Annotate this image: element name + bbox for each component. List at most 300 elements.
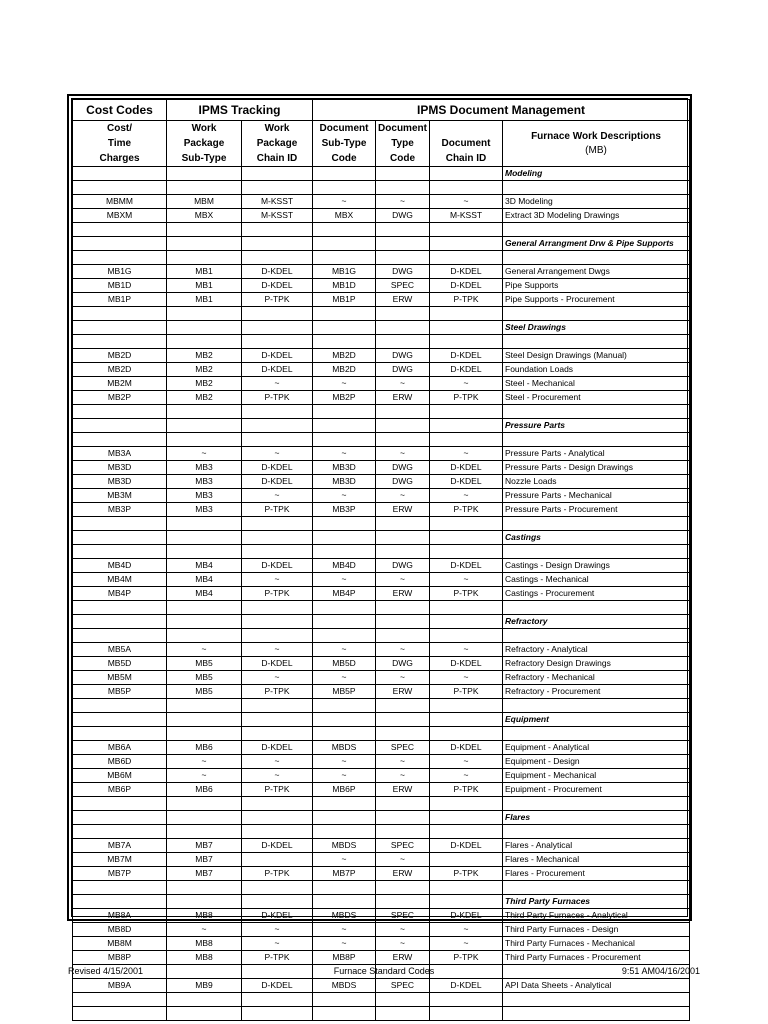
description-cell: Third Party Furnaces - Mechanical — [503, 937, 690, 951]
wp-subtype-cell — [167, 419, 242, 433]
header-doc-type: Code — [376, 151, 430, 167]
footer-title: Furnace Standard Codes — [333, 966, 435, 976]
header-doc-type: Document — [376, 121, 430, 137]
wp-chain-cell — [242, 433, 313, 447]
doc-chain-cell — [430, 321, 503, 335]
wp-chain-cell: ~ — [242, 937, 313, 951]
cost-code-cell: MB7M — [73, 853, 167, 867]
doc-type-cell: ~ — [376, 671, 430, 685]
table-row — [73, 209, 690, 223]
cost-code-cell — [73, 237, 167, 251]
wp-chain-cell: D-KDEL — [242, 349, 313, 363]
doc-chain-cell — [430, 1007, 503, 1021]
description-cell — [503, 727, 690, 741]
description-cell: Nozzle Loads — [503, 475, 690, 489]
wp-chain-cell — [242, 181, 313, 195]
blank-row — [73, 699, 690, 713]
section-title-cell: Modeling — [503, 167, 690, 181]
doc-type-cell — [376, 811, 430, 825]
table-row — [73, 839, 690, 853]
wp-subtype-cell: MB6 — [167, 741, 242, 755]
cost-code-cell: MB1P — [73, 293, 167, 307]
header-cost: Charges — [73, 151, 167, 167]
description-cell: Third Party Furnaces - Design — [503, 923, 690, 937]
cost-code-cell — [73, 615, 167, 629]
doc-subtype-cell: ~ — [313, 377, 376, 391]
cost-code-cell: MB4P — [73, 587, 167, 601]
blank-row — [73, 251, 690, 265]
doc-subtype-cell: MBDS — [313, 909, 376, 923]
section-header-row — [73, 419, 690, 433]
wp-subtype-cell: ~ — [167, 769, 242, 783]
wp-chain-cell: D-KDEL — [242, 461, 313, 475]
section-header-row — [73, 895, 690, 909]
wp-chain-cell: D-KDEL — [242, 979, 313, 993]
description-cell: General Arrangement Dwgs — [503, 265, 690, 279]
wp-subtype-cell: MB1 — [167, 265, 242, 279]
section-title-cell: Castings — [503, 531, 690, 545]
doc-type-cell — [376, 993, 430, 1007]
cost-code-cell: MBXM — [73, 209, 167, 223]
section-title-cell: Refractory — [503, 615, 690, 629]
wp-subtype-cell: MB4 — [167, 587, 242, 601]
wp-chain-cell: P-TPK — [242, 293, 313, 307]
header-cost: Cost/ — [73, 121, 167, 137]
table-row — [73, 685, 690, 699]
wp-subtype-cell — [167, 167, 242, 181]
wp-subtype-cell: MB5 — [167, 685, 242, 699]
doc-type-cell: DWG — [376, 363, 430, 377]
section-header-row — [73, 237, 690, 251]
doc-subtype-cell — [313, 181, 376, 195]
wp-subtype-cell: MB1 — [167, 293, 242, 307]
cost-code-cell — [73, 811, 167, 825]
wp-subtype-cell — [167, 251, 242, 265]
wp-subtype-cell: MB8 — [167, 909, 242, 923]
description-cell: Steel Design Drawings (Manual) — [503, 349, 690, 363]
wp-chain-cell: ~ — [242, 489, 313, 503]
doc-subtype-cell — [313, 601, 376, 615]
description-cell: Third Party Furnaces - Analytical — [503, 909, 690, 923]
cost-code-cell — [73, 433, 167, 447]
doc-type-cell — [376, 419, 430, 433]
wp-subtype-cell — [167, 601, 242, 615]
wp-chain-cell — [242, 727, 313, 741]
doc-chain-cell: D-KDEL — [430, 741, 503, 755]
doc-subtype-cell: MBDS — [313, 839, 376, 853]
cost-code-cell — [73, 895, 167, 909]
blank-row — [73, 307, 690, 321]
doc-subtype-cell — [313, 251, 376, 265]
section-header-row — [73, 713, 690, 727]
doc-subtype-cell: MB5P — [313, 685, 376, 699]
header-doc-chain: Chain ID — [430, 151, 503, 167]
wp-chain-cell: P-TPK — [242, 951, 313, 965]
blank-row — [73, 405, 690, 419]
doc-subtype-cell: MB7P — [313, 867, 376, 881]
cost-code-cell — [73, 797, 167, 811]
section-title-cell: Pressure Parts — [503, 419, 690, 433]
doc-subtype-cell — [313, 237, 376, 251]
doc-subtype-cell: MB2D — [313, 363, 376, 377]
doc-type-cell: SPEC — [376, 741, 430, 755]
wp-subtype-cell — [167, 545, 242, 559]
doc-subtype-cell: MB1P — [313, 293, 376, 307]
header-wp-chain: Work — [242, 121, 313, 137]
wp-subtype-cell — [167, 223, 242, 237]
header-group-row — [73, 100, 690, 121]
cost-code-cell — [73, 223, 167, 237]
doc-type-cell: DWG — [376, 461, 430, 475]
cost-code-cell: MBMM — [73, 195, 167, 209]
cost-code-cell — [73, 167, 167, 181]
table-row — [73, 587, 690, 601]
description-cell — [503, 825, 690, 839]
doc-subtype-cell — [313, 797, 376, 811]
wp-chain-cell — [242, 167, 313, 181]
cost-code-cell: MB2M — [73, 377, 167, 391]
cost-code-cell: MB1D — [73, 279, 167, 293]
doc-type-cell: SPEC — [376, 909, 430, 923]
doc-subtype-cell — [313, 727, 376, 741]
doc-subtype-cell: MB1D — [313, 279, 376, 293]
wp-chain-cell: P-TPK — [242, 783, 313, 797]
doc-subtype-cell: MB8P — [313, 951, 376, 965]
doc-subtype-cell — [313, 419, 376, 433]
cost-code-cell: MB5D — [73, 657, 167, 671]
table-row — [73, 377, 690, 391]
doc-chain-cell — [430, 405, 503, 419]
wp-chain-cell — [242, 405, 313, 419]
wp-subtype-cell: MB6 — [167, 783, 242, 797]
description-cell: 3D Modeling — [503, 195, 690, 209]
doc-chain-cell — [430, 727, 503, 741]
blank-row — [73, 433, 690, 447]
wp-chain-cell — [242, 797, 313, 811]
doc-chain-cell — [430, 223, 503, 237]
header-wp-subtype: Sub-Type — [167, 151, 242, 167]
cost-code-cell: MB6A — [73, 741, 167, 755]
doc-chain-cell: ~ — [430, 447, 503, 461]
doc-subtype-cell — [313, 811, 376, 825]
doc-chain-cell: ~ — [430, 489, 503, 503]
description-cell — [503, 1007, 690, 1021]
doc-type-cell: ~ — [376, 755, 430, 769]
doc-subtype-cell — [313, 405, 376, 419]
description-cell — [503, 601, 690, 615]
doc-subtype-cell: ~ — [313, 937, 376, 951]
cost-code-cell — [73, 713, 167, 727]
wp-subtype-cell: MB7 — [167, 853, 242, 867]
doc-type-cell — [376, 1007, 430, 1021]
table-row — [73, 951, 690, 965]
doc-subtype-cell: MB3D — [313, 461, 376, 475]
description-cell: Third Party Furnaces - Procurement — [503, 951, 690, 965]
doc-subtype-cell: MB5D — [313, 657, 376, 671]
wp-chain-cell: P-TPK — [242, 685, 313, 699]
description-cell: Refractory - Procurement — [503, 685, 690, 699]
cost-code-cell: MB8D — [73, 923, 167, 937]
doc-type-cell: ~ — [376, 643, 430, 657]
cost-code-cell: MB6M — [73, 769, 167, 783]
description-cell: Flares - Procurement — [503, 867, 690, 881]
wp-chain-cell: D-KDEL — [242, 363, 313, 377]
doc-chain-cell — [430, 881, 503, 895]
wp-subtype-cell: MB9 — [167, 979, 242, 993]
cost-code-cell: MB7P — [73, 867, 167, 881]
doc-subtype-cell — [313, 545, 376, 559]
cost-code-cell: MB2D — [73, 363, 167, 377]
doc-type-cell: DWG — [376, 209, 430, 223]
doc-chain-cell — [430, 531, 503, 545]
wp-chain-cell — [242, 825, 313, 839]
doc-subtype-cell: MB3P — [313, 503, 376, 517]
table-row — [73, 489, 690, 503]
doc-type-cell: ~ — [376, 853, 430, 867]
section-header-row — [73, 615, 690, 629]
header-doc-chain: Document — [430, 136, 503, 151]
doc-chain-cell — [430, 895, 503, 909]
section-header-row — [73, 321, 690, 335]
doc-chain-cell — [430, 601, 503, 615]
wp-chain-cell — [242, 237, 313, 251]
doc-subtype-cell — [313, 433, 376, 447]
doc-subtype-cell: ~ — [313, 573, 376, 587]
doc-type-cell: ~ — [376, 447, 430, 461]
doc-type-cell: ~ — [376, 489, 430, 503]
doc-type-cell — [376, 615, 430, 629]
blank-row — [73, 223, 690, 237]
wp-subtype-cell: MBM — [167, 195, 242, 209]
description-cell: Refractory - Mechanical — [503, 671, 690, 685]
doc-type-cell — [376, 237, 430, 251]
table-row — [73, 265, 690, 279]
doc-type-cell — [376, 433, 430, 447]
header-doc-chain — [430, 121, 503, 137]
table-row — [73, 573, 690, 587]
wp-subtype-cell: MB4 — [167, 559, 242, 573]
wp-chain-cell: D-KDEL — [242, 741, 313, 755]
wp-chain-cell: P-TPK — [242, 391, 313, 405]
description-cell — [503, 433, 690, 447]
doc-chain-cell: D-KDEL — [430, 657, 503, 671]
doc-type-cell — [376, 629, 430, 643]
doc-type-cell — [376, 713, 430, 727]
description-cell: Equipment - Analytical — [503, 741, 690, 755]
blank-row — [73, 517, 690, 531]
description-cell: Extract 3D Modeling Drawings — [503, 209, 690, 223]
cost-code-cell — [73, 517, 167, 531]
table-row — [73, 475, 690, 489]
doc-type-cell — [376, 545, 430, 559]
cost-code-cell: MB5P — [73, 685, 167, 699]
table-row — [73, 867, 690, 881]
wp-chain-cell — [242, 713, 313, 727]
description-cell — [503, 993, 690, 1007]
wp-chain-cell — [242, 517, 313, 531]
cost-code-cell — [73, 531, 167, 545]
header-desc-sub: (MB) — [585, 145, 607, 156]
header-doc-type: Type — [376, 136, 430, 151]
cost-code-cell: MB3A — [73, 447, 167, 461]
doc-chain-cell — [430, 433, 503, 447]
cost-code-cell — [73, 699, 167, 713]
wp-chain-cell: P-TPK — [242, 587, 313, 601]
doc-type-cell: ~ — [376, 573, 430, 587]
doc-chain-cell — [430, 517, 503, 531]
doc-chain-cell — [430, 545, 503, 559]
description-cell: Flares - Mechanical — [503, 853, 690, 867]
description-cell — [503, 881, 690, 895]
header-wp-chain: Package — [242, 136, 313, 151]
wp-chain-cell — [242, 307, 313, 321]
wp-subtype-cell: MB3 — [167, 503, 242, 517]
wp-subtype-cell — [167, 797, 242, 811]
wp-chain-cell — [242, 545, 313, 559]
doc-chain-cell: D-KDEL — [430, 559, 503, 573]
doc-chain-cell — [430, 629, 503, 643]
doc-chain-cell — [430, 853, 503, 867]
table-row — [73, 195, 690, 209]
doc-subtype-cell — [313, 993, 376, 1007]
cost-code-cell — [73, 251, 167, 265]
doc-type-cell: ~ — [376, 937, 430, 951]
doc-type-cell: DWG — [376, 349, 430, 363]
doc-chain-cell — [430, 237, 503, 251]
table-row — [73, 923, 690, 937]
doc-type-cell — [376, 895, 430, 909]
doc-type-cell — [376, 181, 430, 195]
cost-code-cell — [73, 335, 167, 349]
doc-chain-cell: D-KDEL — [430, 461, 503, 475]
description-cell: Pressure Parts - Mechanical — [503, 489, 690, 503]
doc-chain-cell: D-KDEL — [430, 279, 503, 293]
wp-subtype-cell — [167, 531, 242, 545]
wp-subtype-cell — [167, 321, 242, 335]
doc-type-cell: DWG — [376, 559, 430, 573]
wp-subtype-cell: MB8 — [167, 951, 242, 965]
doc-chain-cell — [430, 167, 503, 181]
cost-code-cell — [73, 181, 167, 195]
header-cost: Time — [73, 136, 167, 151]
wp-subtype-cell — [167, 181, 242, 195]
wp-chain-cell: D-KDEL — [242, 839, 313, 853]
doc-subtype-cell — [313, 825, 376, 839]
description-cell — [503, 181, 690, 195]
doc-subtype-cell — [313, 531, 376, 545]
header-doc-subtype: Code — [313, 151, 376, 167]
doc-type-cell: ~ — [376, 377, 430, 391]
doc-chain-cell — [430, 825, 503, 839]
wp-subtype-cell: MB2 — [167, 349, 242, 363]
header-doc-subtype: Document — [313, 121, 376, 137]
doc-subtype-cell — [313, 335, 376, 349]
cost-code-cell: MB2D — [73, 349, 167, 363]
header-wp-subtype: Package — [167, 136, 242, 151]
footer-timestamp: 9:51 AM04/16/2001 — [621, 966, 700, 976]
doc-subtype-cell — [313, 307, 376, 321]
doc-chain-cell: ~ — [430, 573, 503, 587]
description-cell: Refractory Design Drawings — [503, 657, 690, 671]
cost-code-cell — [73, 629, 167, 643]
doc-chain-cell — [430, 993, 503, 1007]
wp-subtype-cell — [167, 1007, 242, 1021]
doc-subtype-cell: MBDS — [313, 741, 376, 755]
wp-chain-cell: ~ — [242, 643, 313, 657]
section-header-row — [73, 811, 690, 825]
doc-type-cell: ERW — [376, 587, 430, 601]
doc-subtype-cell — [313, 615, 376, 629]
doc-type-cell — [376, 601, 430, 615]
doc-chain-cell: ~ — [430, 937, 503, 951]
section-title-cell: Third Party Furnaces — [503, 895, 690, 909]
table-row — [73, 783, 690, 797]
header-wp-subtype: Work — [167, 121, 242, 137]
blank-row — [73, 881, 690, 895]
doc-chain-cell: D-KDEL — [430, 909, 503, 923]
header-desc-title: Furnace Work Descriptions — [531, 131, 661, 142]
doc-subtype-cell — [313, 895, 376, 909]
wp-chain-cell — [242, 629, 313, 643]
doc-type-cell: ERW — [376, 391, 430, 405]
wp-subtype-cell: MB3 — [167, 461, 242, 475]
wp-subtype-cell: MB1 — [167, 279, 242, 293]
description-cell: Equipment - Design — [503, 755, 690, 769]
description-cell — [503, 223, 690, 237]
wp-chain-cell: M-KSST — [242, 209, 313, 223]
wp-chain-cell — [242, 321, 313, 335]
doc-subtype-cell — [313, 699, 376, 713]
doc-subtype-cell: MBDS — [313, 979, 376, 993]
table-row — [73, 909, 690, 923]
blank-row — [73, 825, 690, 839]
section-header-row — [73, 167, 690, 181]
cost-code-cell: MB3M — [73, 489, 167, 503]
doc-subtype-cell: MB1G — [313, 265, 376, 279]
doc-subtype-cell — [313, 629, 376, 643]
wp-subtype-cell: MB7 — [167, 867, 242, 881]
wp-subtype-cell — [167, 895, 242, 909]
doc-subtype-cell: ~ — [313, 853, 376, 867]
blank-row — [73, 727, 690, 741]
wp-chain-cell — [242, 223, 313, 237]
doc-subtype-cell: ~ — [313, 923, 376, 937]
table-row — [73, 293, 690, 307]
wp-chain-cell: ~ — [242, 769, 313, 783]
wp-subtype-cell: MBX — [167, 209, 242, 223]
cost-code-cell — [73, 601, 167, 615]
section-title-cell: Equipment — [503, 713, 690, 727]
doc-chain-cell — [430, 699, 503, 713]
cost-code-cell — [73, 727, 167, 741]
cost-code-cell — [73, 993, 167, 1007]
wp-chain-cell: ~ — [242, 447, 313, 461]
header-ipms-document-management: IPMS Document Management — [313, 100, 690, 121]
doc-chain-cell — [430, 615, 503, 629]
doc-chain-cell — [430, 797, 503, 811]
cost-code-cell — [73, 545, 167, 559]
doc-subtype-cell: ~ — [313, 447, 376, 461]
table-row — [73, 349, 690, 363]
wp-subtype-cell — [167, 811, 242, 825]
doc-type-cell — [376, 335, 430, 349]
doc-chain-cell — [430, 811, 503, 825]
cost-code-cell — [73, 881, 167, 895]
doc-type-cell: DWG — [376, 475, 430, 489]
blank-row — [73, 629, 690, 643]
table-row — [73, 853, 690, 867]
table-row — [73, 279, 690, 293]
